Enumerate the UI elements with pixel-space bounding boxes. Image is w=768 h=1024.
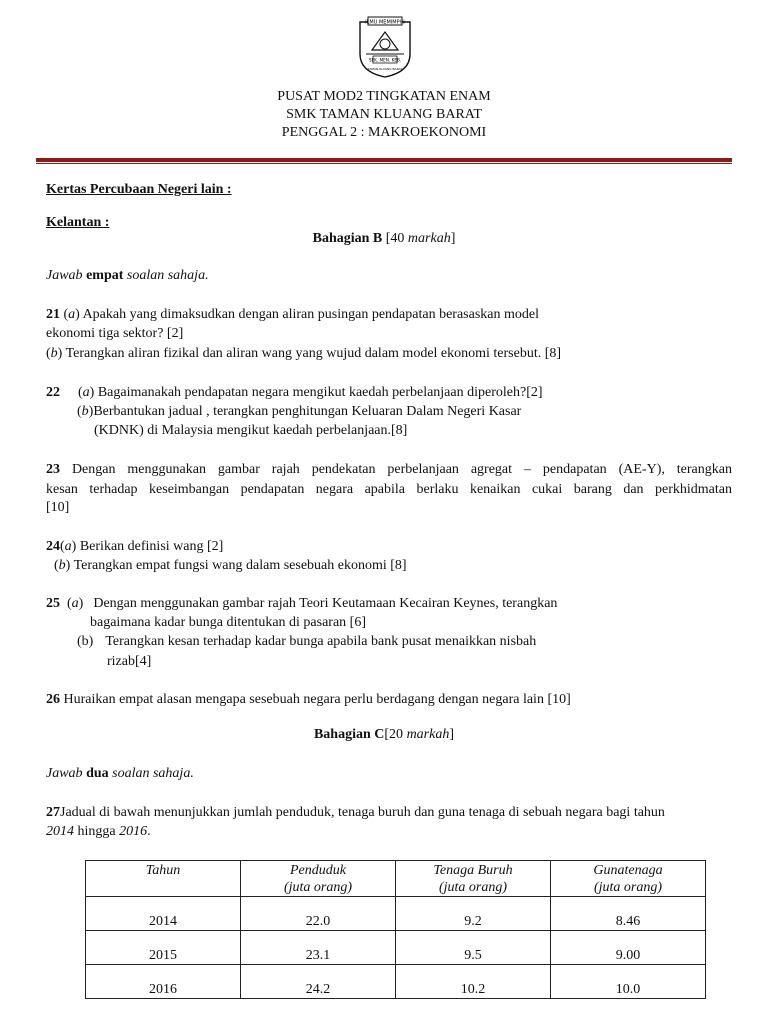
q23-line-1: 23 Dengan menggunakan gambar rajah pendekatan perbelanjaan agregat – pendapatan (AE-Y), terangkan <box>46 462 732 477</box>
paper-title: Kertas Percubaan Negeri lain : <box>46 182 232 197</box>
table-cell: 9.2 <box>396 897 551 931</box>
q26: 26 Huraikan empat alasan mengapa sesebuah negara perlu berdagang dengan negara lain [10] <box>46 692 571 707</box>
state-label: Kelantan : <box>46 215 110 230</box>
q25-part-b-cont: rizab[4] <box>107 654 152 669</box>
q25-part-a-cont: bagaimana kadar bunga ditentukan di pasaran [6] <box>90 615 367 630</box>
table-header-row <box>86 861 706 897</box>
q23-line-3: [10] <box>46 500 70 515</box>
table-header-cell: Tahun <box>86 861 241 897</box>
section-c-heading: Bahagian C[20 markah] <box>313 727 455 742</box>
header-line-3: PENGGAL 2 : MAKROEKONOMI <box>281 125 487 140</box>
header-divider-thick <box>36 158 732 162</box>
table-cell: 22.0 <box>241 897 396 931</box>
q24-part-b: (b) Terangkan empat fungsi wang dalam sesebuah ekonomi [8] <box>54 558 407 573</box>
q22-part-b: (b)Berbantukan jadual , terangkan penghitungan Keluaran Dalam Negeri Kasar <box>77 404 522 419</box>
table-cell: 2015 <box>86 931 241 965</box>
table-header-cell: Tenaga Buruh (juta orang) <box>396 861 551 897</box>
header-divider-thin <box>36 163 732 164</box>
q21-part-b: (b) Terangkan aliran fizikal dan aliran wang yang wujud dalam model ekonomi tersebut. [8] <box>46 346 562 361</box>
table-cell: 10.2 <box>396 965 551 999</box>
header-line-1: PUSAT MOD2 TINGKATAN ENAM <box>277 89 491 104</box>
table-cell: 10.0 <box>551 965 706 999</box>
q23-line-2: kesan terhadap keseimbangan pendapatan negara apabila berlaku kenaikan cukai barang dan perkhidmatan <box>46 482 732 497</box>
header-line-2: SMK TAMAN KLUANG BARAT <box>286 107 482 122</box>
logo-top-text: ILMU MEMIMPIN <box>365 19 405 26</box>
table-row <box>86 897 706 931</box>
table-cell: 2014 <box>86 897 241 931</box>
section-b-instruction: Jawab empat soalan sahaja. <box>46 268 209 283</box>
table-cell: 9.00 <box>551 931 706 965</box>
table-header-cell: Penduduk (juta orang) <box>241 861 396 897</box>
table-header-cell: Gunatenaga (juta orang) <box>551 861 706 897</box>
table-cell: 2016 <box>86 965 241 999</box>
q22-part-a: 22 (a) Bagaimanakah pendapatan negara mengikut kaedah perbelanjaan diperoleh?[2] <box>46 385 543 400</box>
school-crest-logo <box>356 16 414 78</box>
table-cell: 24.2 <box>241 965 396 999</box>
table-cell: 8.46 <box>551 897 706 931</box>
section-c-instruction: Jawab dua soalan sahaja. <box>46 766 194 781</box>
q22-part-b-cont: (KDNK) di Malaysia mengikut kaedah perbelanjaan.[8] <box>94 423 408 438</box>
q25-part-b: (b) Terangkan kesan terhadap kadar bunga apabila bank pusat menaikkan nisbah <box>77 634 537 649</box>
table-cell: 9.5 <box>396 931 551 965</box>
data-table <box>85 860 706 999</box>
q21-part-a-cont: ekonomi tiga sektor? [2] <box>46 326 184 341</box>
q27-line-2: 2014 hingga 2016. <box>46 824 151 839</box>
section-b-heading: Bahagian B [40 markah] <box>312 231 456 246</box>
q21-part-a: 21 (a) Apakah yang dimaksudkan dengan aliran pusingan pendapatan berasaskan model <box>46 307 539 322</box>
q24-part-a: 24(a) Berikan definisi wang [2] <box>46 539 224 554</box>
logo-bottom-text: SEK. MEN. KEB. <box>368 57 402 63</box>
q27-line-1: 27Jadual di bawah menunjukkan jumlah penduduk, tenaga buruh dan guna tenaga di sebuah negara bagi tahun <box>46 805 665 820</box>
table-row <box>86 965 706 999</box>
table-row <box>86 931 706 965</box>
logo-arc-text: TAMAN KLUANG BARAT <box>367 67 403 71</box>
table-cell: 23.1 <box>241 931 396 965</box>
q25-part-a: 25 (a) Dengan menggunakan gambar rajah Teori Keutamaan Kecairan Keynes, terangkan <box>46 596 558 611</box>
